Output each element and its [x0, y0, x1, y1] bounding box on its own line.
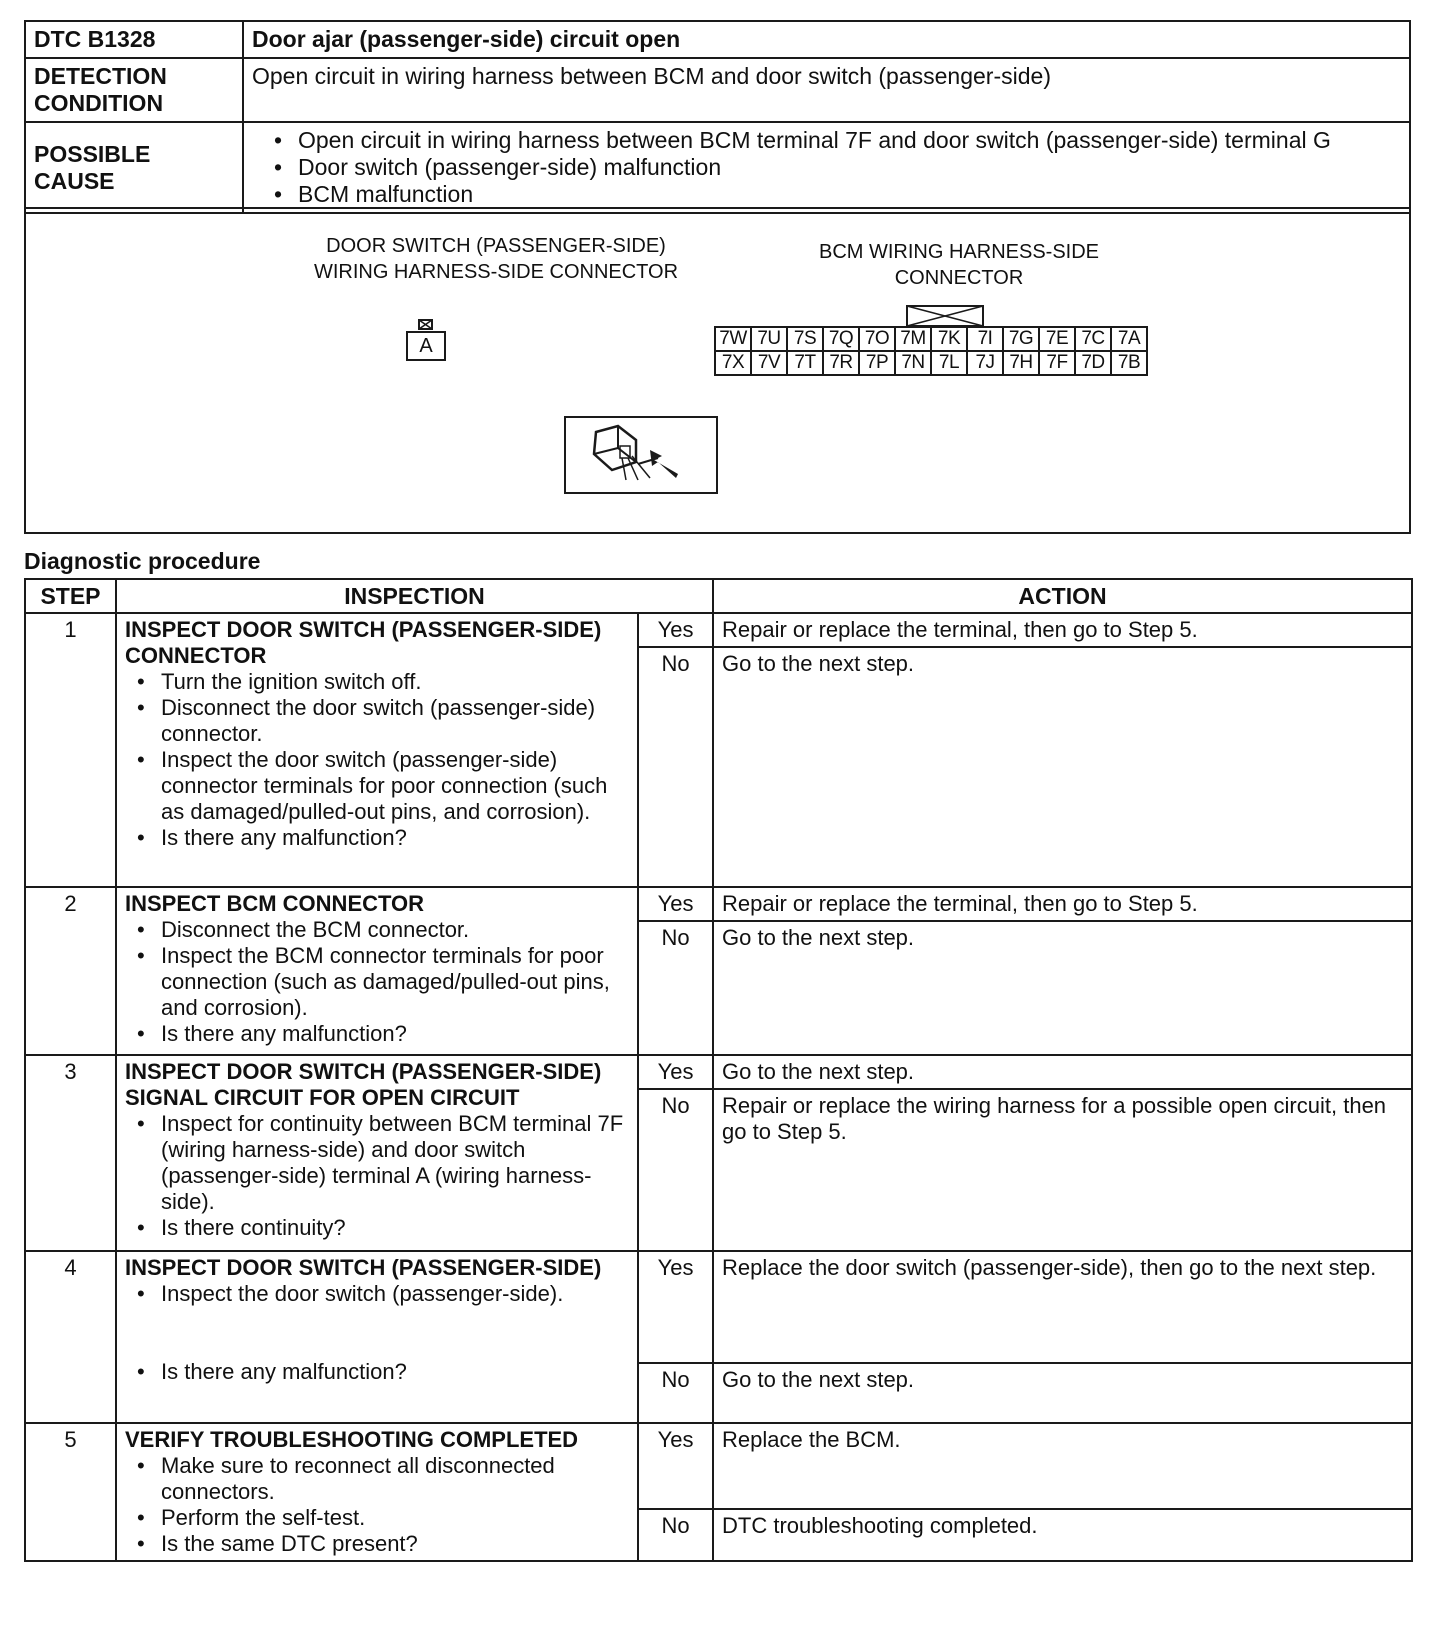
procedure-title: Diagnostic procedure: [24, 548, 261, 574]
inspection-item: • Turn the ignition switch off.: [137, 669, 629, 695]
bcm-terminal: 7B: [1111, 351, 1147, 375]
harness-side-probe-icon: [564, 416, 718, 494]
bcm-terminal: 7K: [931, 327, 967, 351]
detection-value: Open circuit in wiring harness between BCM and door switch (passenger-side): [243, 58, 1410, 122]
inspection-list: [125, 1111, 629, 1241]
no-label: No: [638, 1509, 713, 1561]
inspection-item: • Is there any malfunction?: [137, 825, 629, 851]
bcm-terminal: 7W: [715, 327, 751, 351]
inspection-list: [125, 917, 629, 1047]
inspection-list: [125, 669, 629, 851]
no-action: DTC troubleshooting completed.: [713, 1509, 1412, 1561]
bcm-terminal: 7T: [787, 351, 823, 375]
detection-label: DETECTION CONDITION: [25, 58, 243, 122]
yes-label: Yes: [638, 887, 713, 921]
bcm-terminal: 7A: [1111, 327, 1147, 351]
inspection-item: • Make sure to reconnect all disconnected connectors.: [137, 1453, 629, 1505]
no-label: No: [638, 647, 713, 887]
no-action: Go to the next step.: [713, 647, 1412, 887]
bcm-terminal: 7G: [1003, 327, 1039, 351]
bcm-terminal: 7R: [823, 351, 859, 375]
procedure-header-row: [25, 579, 1412, 613]
bcm-terminal: 7L: [931, 351, 967, 375]
bcm-terminal: 7V: [751, 351, 787, 375]
bcm-terminal: 7P: [859, 351, 895, 375]
connector-latch-icon: [418, 319, 433, 330]
bcm-terminal-row-bottom: [715, 351, 1147, 375]
bcm-caption-line: BCM WIRING HARNESS-SIDE: [818, 241, 1100, 263]
inspection-item: • Inspect the BCM connector terminals for poor connection (such as damaged/pulled-out pins, and corrosion).: [137, 943, 629, 1021]
inspection-header: INSPECTION: [116, 579, 713, 613]
inspection-title: INSPECT DOOR SWITCH (PASSENGER-SIDE): [125, 1255, 602, 1280]
bcm-terminal: 7I: [967, 327, 1003, 351]
no-label: No: [638, 1089, 713, 1251]
no-action: Repair or replace the wiring harness for a possible open circuit, then go to Step 5.: [713, 1089, 1412, 1251]
inspection-cell: [116, 1423, 638, 1561]
yes-label: Yes: [638, 613, 713, 647]
inspection-list: [125, 1281, 629, 1385]
cause-item: • Open circuit in wiring harness between BCM terminal 7F and door switch (passenger-side) terminal G: [274, 127, 1401, 154]
inspection-item: • Is the same DTC present?: [137, 1531, 629, 1557]
yes-action: Repair or replace the terminal, then go to Step 5.: [713, 613, 1412, 647]
yes-action: Go to the next step.: [713, 1055, 1412, 1089]
yes-label: Yes: [638, 1423, 713, 1509]
inspection-title: INSPECT BCM CONNECTOR: [125, 891, 425, 916]
inspection-title: INSPECT DOOR SWITCH (PASSENGER-SIDE) SIGNAL CIRCUIT FOR OPEN CIRCUIT: [125, 1059, 602, 1110]
bcm-terminal: 7Q: [823, 327, 859, 351]
bcm-terminal: 7X: [715, 351, 751, 375]
no-action: Go to the next step.: [713, 1363, 1412, 1423]
bcm-terminal: 7E: [1039, 327, 1075, 351]
detection-row: [25, 58, 1410, 122]
step-row: [25, 1055, 1412, 1089]
step-number: 1: [25, 613, 116, 887]
inspection-item: • Inspect the door switch (passenger-side) connector terminals for poor connection (such as damaged/pulled-out pins, and corrosion).: [137, 747, 629, 825]
procedure-table: [24, 578, 1413, 1562]
inspection-title: INSPECT DOOR SWITCH (PASSENGER-SIDE) CONNECTOR: [125, 617, 602, 668]
bcm-caption-line: CONNECTOR: [894, 267, 1024, 289]
possible-cause-list: [252, 127, 1401, 208]
step-number: 2: [25, 887, 116, 1055]
bcm-terminal: 7S: [787, 327, 823, 351]
inspection-item: • Disconnect the BCM connector.: [137, 917, 629, 943]
door-switch-connector: [406, 319, 446, 367]
inspection-item: • Inspect for continuity between BCM terminal 7F (wiring harness-side) and door switch (passenger-side) terminal A (wiring harness-side).: [137, 1111, 629, 1215]
possible-cause-label: POSSIBLE CAUSE: [25, 122, 243, 213]
inspection-title: VERIFY TROUBLESHOOTING COMPLETED: [125, 1427, 579, 1452]
bcm-terminal: 7H: [1003, 351, 1039, 375]
no-label: No: [638, 921, 713, 1055]
step-row: [25, 613, 1412, 647]
bcm-terminal: 7O: [859, 327, 895, 351]
step-number: 5: [25, 1423, 116, 1561]
inspection-cell: [116, 613, 638, 887]
yes-action: Replace the door switch (passenger-side), then go to the next step.: [713, 1251, 1412, 1363]
step-row: [25, 1251, 1412, 1363]
bcm-terminal: 7J: [967, 351, 1003, 375]
bcm-terminal: 7D: [1075, 351, 1111, 375]
yes-action: Replace the BCM.: [713, 1423, 1412, 1509]
possible-cause-row: [25, 122, 1410, 213]
inspection-list: [125, 1453, 629, 1557]
door-caption-line: WIRING HARNESS-SIDE CONNECTOR: [313, 261, 679, 283]
cause-item: • BCM malfunction: [274, 181, 1401, 208]
bcm-terminal: 7U: [751, 327, 787, 351]
dtc-title-row: [25, 21, 1410, 58]
inspection-item: • Disconnect the door switch (passenger-side) connector.: [137, 695, 629, 747]
no-action: Go to the next step.: [713, 921, 1412, 1055]
inspection-item: • Inspect the door switch (passenger-side).: [137, 1281, 629, 1307]
no-label: No: [638, 1363, 713, 1423]
step-number: 3: [25, 1055, 116, 1251]
bcm-terminal: 7M: [895, 327, 931, 351]
step-row: [25, 1423, 1412, 1509]
cause-item: • Door switch (passenger-side) malfunction: [274, 154, 1401, 181]
dtc-title: Door ajar (passenger-side) circuit open: [243, 21, 1410, 58]
door-terminal: A: [406, 331, 446, 361]
yes-label: Yes: [638, 1251, 713, 1363]
bcm-terminal-row-top: [715, 327, 1147, 351]
dtc-code: DTC B1328: [25, 21, 243, 58]
inspection-item: • Is there any malfunction?: [137, 1359, 629, 1385]
bcm-connector-latch-icon: [906, 305, 984, 327]
inspection-cell: [116, 1251, 638, 1423]
bcm-connector-caption: [764, 239, 1154, 291]
door-switch-connector-caption: [256, 233, 736, 285]
inspection-item: • Is there continuity?: [137, 1215, 629, 1241]
yes-action: Repair or replace the terminal, then go to Step 5.: [713, 887, 1412, 921]
action-header: ACTION: [713, 579, 1412, 613]
inspection-cell: [116, 887, 638, 1055]
step-row: [25, 887, 1412, 921]
bcm-terminal-grid: [714, 326, 1148, 376]
yes-label: Yes: [638, 1055, 713, 1089]
dtc-info-table: [24, 20, 1411, 214]
inspection-item: • Is there any malfunction?: [137, 1021, 629, 1047]
step-number: 4: [25, 1251, 116, 1423]
bcm-terminal: 7C: [1075, 327, 1111, 351]
inspection-cell: [116, 1055, 638, 1251]
step-header: STEP: [25, 579, 116, 613]
inspection-item: • Perform the self-test.: [137, 1505, 629, 1531]
possible-cause-list-cell: [243, 122, 1410, 213]
bcm-terminal: 7N: [895, 351, 931, 375]
door-caption-line: DOOR SWITCH (PASSENGER-SIDE): [326, 235, 666, 257]
connector-diagram: [24, 207, 1411, 534]
bcm-terminal: 7F: [1039, 351, 1075, 375]
